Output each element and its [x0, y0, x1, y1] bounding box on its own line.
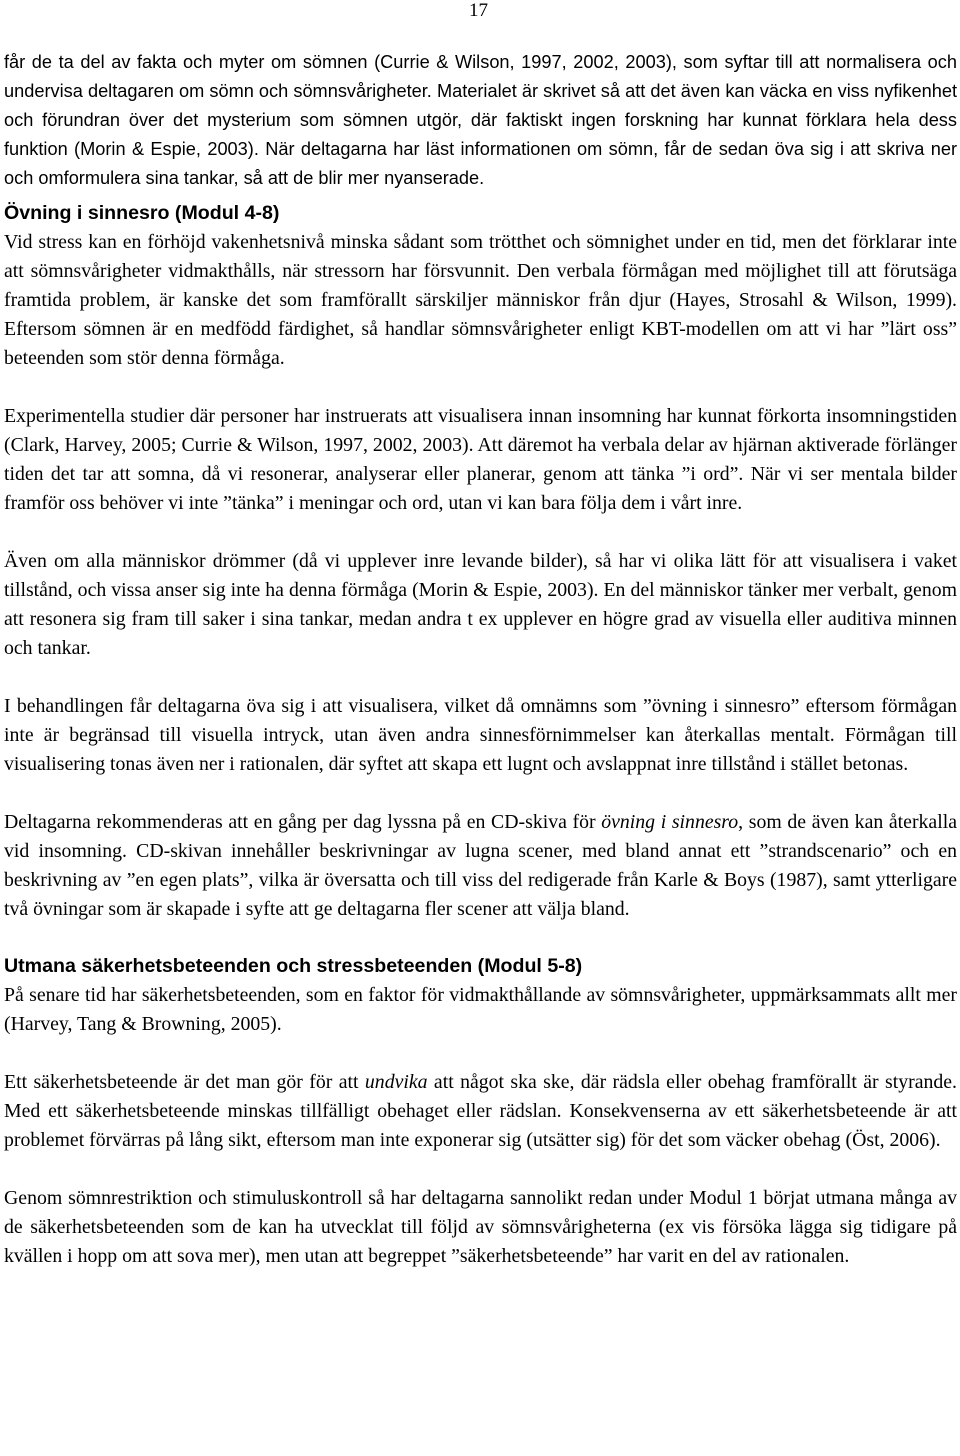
page-number: 17	[469, 0, 488, 21]
paragraph-safety-definition	[4, 1068, 957, 1155]
section-heading-sinnesro: Övning i sinnesro (Modul 4-8)	[4, 202, 280, 224]
document-body	[4, 48, 957, 1271]
paragraph-sleep-restriction: Genom sömnrestriktion och stimuluskontroll så har deltagarna sannolikt redan under Modul 1 börjat utmana många av de säkerhetsbeteenden som de kan ha utvecklat till följd av sömnsvårigheterna (ex vis försöka lägga sig tidigare på kvällen i hopp om att sova mer), men utan att begreppet ”säkerhetsbeteende” har varit en del av rationalen.	[4, 1187, 957, 1267]
paragraph-intro-continued: får de ta del av fakta och myter om sömnen (Currie & Wilson, 1997, 2002, 2003), som syftar till att normalisera och undervisa deltagaren om sömn och sömnsvårigheter. Materialet är skrivet så att det även kan väcka en viss nyfikenhet och förundran över det mysterium som sömnen utgör, där faktiskt ingen forskning har kunnat förklara hela dess funktion (Morin & Espie, 2003). När deltagarna har läst informationen om sömn, får de sedan öva sig i att skriva ner och omformulera sina tankar, så att de blir mer nyanserade.	[4, 52, 957, 188]
paragraph-treatment: I behandlingen får deltagarna öva sig i att visualisera, vilket då omnämns som ”övning i sinnesro” eftersom förmågan inte är begränsad till visuella intryck, utan även andra sinnesförnimmelser kan återkallas mentalt. Förmågan till visualisering tonas även ner i rationalen, där syftet att skapa ett lugnt och avslappnat inre tillstånd i stället betonas.	[4, 695, 957, 775]
paragraph-experimental-studies: Experimentella studier där personer har instruerats att visualisera innan insomning har kunnat förkorta insomningstiden (Clark, Harvey, 2005; Currie & Wilson, 1997, 2002, 2003). Att däremot ha verbala delar av hjärnan aktiverade förlänger tiden det tar att somna, då vi resonerar, analyserar eller planerar, genom att tänka ”i ord”. När vi ser mentala bilder framför oss behöver vi inte ”tänka” i meningar och ord, utan vi kan bara följa dem i vårt inre.	[4, 405, 957, 514]
paragraph-safety-text-a: Ett säkerhetsbeteende är det man gör för att	[4, 1071, 365, 1093]
paragraph-safety-text-b: att något ska ske, där rädsla eller obehag framförallt är styrande. Med ett säkerhetsbeteende minskas tillfälligt obehaget eller rädslan. Konsekvenserna av ett säkerhetsbeteende är att problemet förvärras på lång sikt, eftersom man inte exponerar sig (utsätter sig) för det som väcker obehag (Öst, 2006).	[4, 1071, 957, 1151]
section-heading-safety-behaviours: Utmana säkerhetsbeteenden och stressbeteenden (Modul 5-8)	[4, 955, 583, 977]
paragraph-cd-text-a: Deltagarna rekommenderas att en gång per dag lyssna på en CD-skiva för	[4, 811, 602, 833]
paragraph-dreams: Även om alla människor drömmer (då vi upplever inre levande bilder), så har vi olika lätt för att visualisera i vaket tillstånd, och vissa anser sig inte ha denna förmåga (Morin & Espie, 2003). En del människor tänker mer verbalt, genom att resonera sig fram till saker i sina tankar, medan andra t ex upplever en högre grad av visuella eller auditiva minnen och tankar.	[4, 550, 957, 659]
paragraph-cd-emphasis: övning i sinnesro	[601, 811, 739, 833]
paragraph-cd-text-b: , som de även kan återkalla vid insomning. CD-skivan innehåller beskrivningar av lugna scener, med bland annat ett ”strandscenario” och en beskrivning av ”en egen plats”, vilka är översatta och till viss del redigerade från Karle & Boys (1987), samt ytterligare två övningar som är skapade i syfte att ge deltagarna fler scener att välja bland.	[4, 811, 957, 920]
paragraph-cd-recommendation	[4, 808, 957, 924]
paragraph-safety-emphasis: undvika	[364, 1071, 428, 1093]
paragraph-stress: Vid stress kan en förhöjd vakenhetsnivå minska sådant som trötthet och sömnighet under en tid, men det förklarar inte att sömnsvårigheter vidmakthålls, när stressorn har försvunnit. Den verbala förmågan med möjlighet till att förutsäga framtida problem, är kanske det som framförallt särskiljer människor från djur (Hayes, Strosahl & Wilson, 1999). Eftersom sömnen är en medfödd färdighet, så handlar sömnsvårigheter enligt KBT-modellen om att vi har ”lärt oss” beteenden som stör denna förmåga.	[4, 231, 957, 369]
paragraph-safety-recent: På senare tid har säkerhetsbeteenden, som en faktor för vidmakthållande av sömnsvårigheter, uppmärksammats allt mer (Harvey, Tang & Browning, 2005).	[4, 984, 957, 1035]
